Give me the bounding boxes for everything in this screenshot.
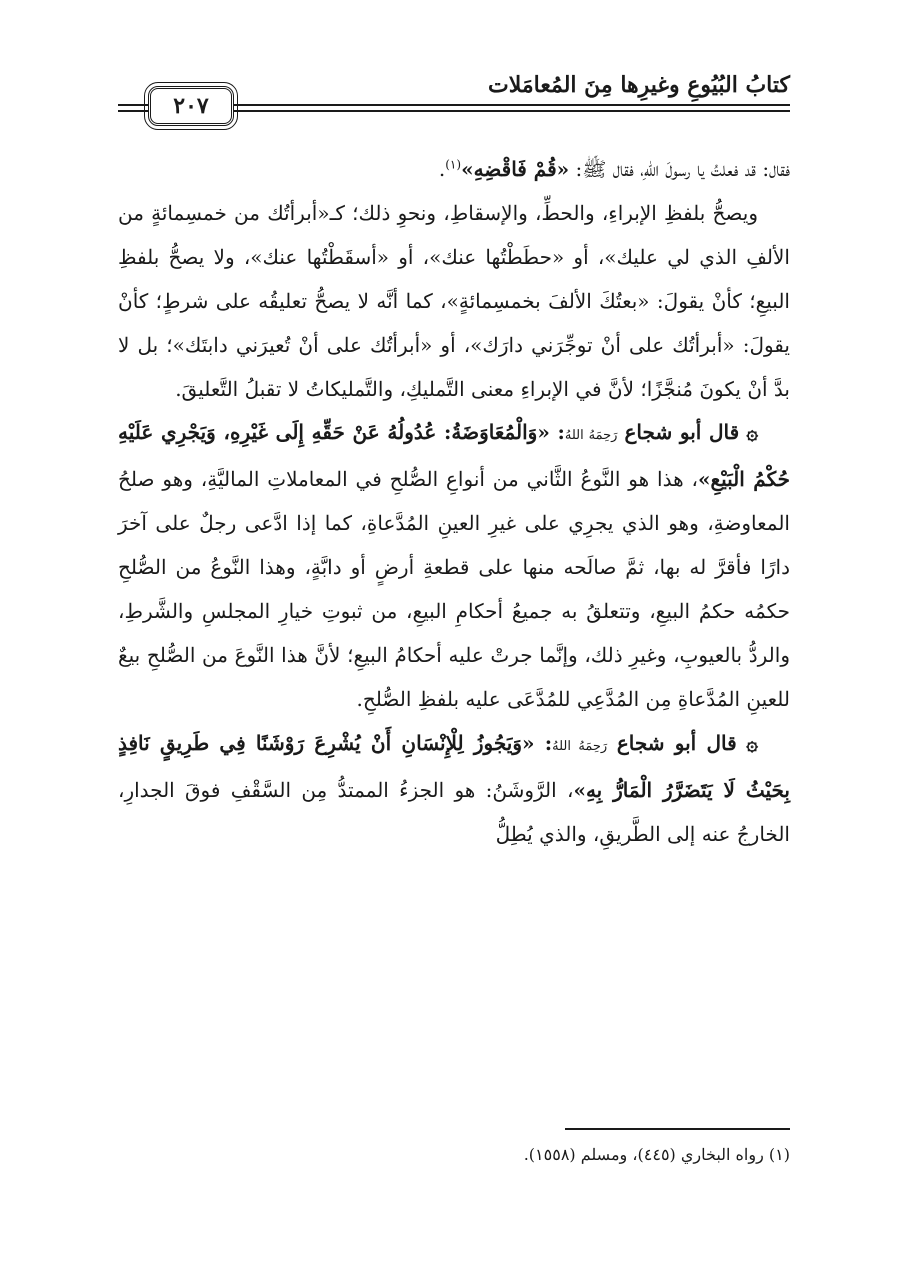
p1-end: . xyxy=(438,157,446,181)
honorific: رَحِمَهُ اللهُ xyxy=(552,738,608,754)
honorific: رَحِمَهُ اللهُ xyxy=(564,428,618,444)
section-marker-icon: ۞ xyxy=(746,730,759,755)
p1-text: فقال: قد فعلتُ يا رسولَ اللهِ، فقال ﷺ: xyxy=(569,157,790,181)
commentary-text: ، الرَّوشَنُ: هو الجزءُ الممتدُّ مِن السَّقْفِ فوقَ الجدارِ، الخارجُ عنه إلى الطَّريقِ، والذي يُطِلُّ xyxy=(118,777,790,846)
footnote-ref[interactable]: (١) xyxy=(445,157,462,172)
commentary-text: ، هذا هو النَّوعُ الثَّاني من أنواعِ الصُّلحِ في المعاملاتِ الماليَّةِ، وهو صلحُ المعاوضةِ، وهو الذي يجرِي على غيرِ العينِ المُدَّعاةِ، كما إذا ادَّعى رجلٌ على آخرَ دارًا فأقرَّ له بها، ثمَّ صالَحه منها على قطعةِ أرضٍ أو دابَّةٍ، وهذا النَّوعُ من الصُّلحِ حكمُه حكمُ البيعِ، وتتعلقُ به جميعُ أحكامِ البيعِ، من ثبوتِ خيارِ المجلسِ والشَّرطِ، والردُّ بالعيوبِ، وغيرِ ذلك، وإنَّما جرتْ عليه أحكامُ البيعِ؛ لأنَّ هذا النَّوعَ من الصُّلحِ بيعٌ للعينِ المُدَّعاةِ مِن المُدَّعِي للمُدَّعَى عليه بلفظِ الصُّلحِ. xyxy=(118,467,790,711)
paragraph-2: ويصحُّ بلفظِ الإبراءِ، والحطِّ، والإسقاطِ، ونحوِ ذلك؛ كـ«أبرأتُك من خمسِمائةٍ من الألفِ الذي لي عليك»، أو «حطَطْتُها عنك»، أو «أسقَطْتُها عنك»، ولا يصحُّ بلفظِ البيعِ؛ كأنْ يقولَ: «بعتُكَ الألفَ بخمسِمائةٍ»، كما أنَّه لا يصحُّ تعليقُه على شرطٍ؛ كأنْ يقولَ: «أبرأتُك على أنْ توجِّرَني دارَك»، أو «أبرأتُك على أنْ تُعيرَني دابتَك»؛ بل لا بدَّ أنْ يكونَ مُنجَّزًا؛ لأنَّ في الإبراءِ معنى التَّمليكِ، والتَّمليكاتُ لا تقبلُ التَّعليقَ. xyxy=(118,200,790,401)
running-title: كتابُ البُيُوعِ وغيرِها مِنَ المُعامَلات xyxy=(488,72,790,98)
page-number: ٢٠٧ xyxy=(173,93,209,119)
paragraph-4 xyxy=(118,722,790,857)
page-header xyxy=(118,70,790,124)
footnote-rule xyxy=(565,1128,790,1130)
footnote: (١) رواه البخاري (٤٤٥)، ومسلم (١٥٥٨). xyxy=(523,1145,790,1164)
p1-quote: «قُمْ فَاقْضِهِ» xyxy=(461,157,570,181)
main-text xyxy=(118,148,790,857)
paragraph-3 xyxy=(118,411,790,721)
page-number-frame xyxy=(148,86,234,126)
speaker-label: قال أبو شجاع xyxy=(616,730,737,755)
matn-quote: : «وَيَجُوزُ لِلْإِنْسَانِ أَنْ يُشْرِعَ رَوْشَنًا فِي طَرِيقٍ نَافِذٍ بِحَيْثُ لَا يَتَضَرَّرُ الْمَارُّ بِهِ» xyxy=(118,730,790,802)
paragraph-1 xyxy=(118,148,790,192)
matn-quote: : «وَالْمُعَاوَضَةُ: عُدُولُهُ عَنْ حَقِّهِ إِلَى غَيْرِهِ، وَيَجْرِي عَلَيْهِ حُكْمُ الْبَيْعِ» xyxy=(118,420,791,492)
speaker-label: قال أبو شجاع xyxy=(624,420,740,445)
section-marker-icon: ۞ xyxy=(746,420,759,445)
